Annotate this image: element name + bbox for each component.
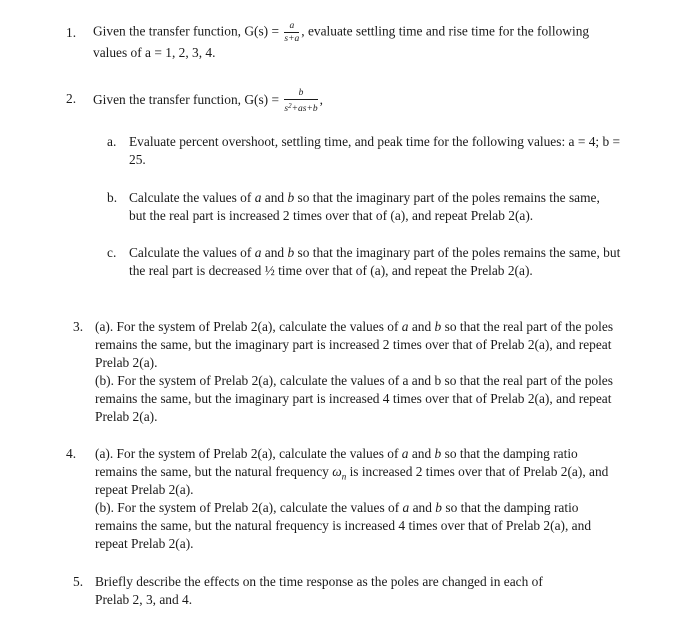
q4-l4-post: so that the damping ratio (445, 500, 579, 515)
q1-number: 1. (66, 25, 77, 40)
q2b-label: b. (107, 190, 118, 205)
q2a-line2: 25. (129, 152, 146, 167)
q4-number: 4. (66, 446, 77, 461)
q3-and: and (411, 319, 432, 334)
q2-post: , (319, 92, 323, 108)
q2c-and: and (264, 245, 285, 260)
q3-line1 (95, 318, 613, 336)
q5-line1: Briefly describe the effects on the time response as the poles are changed in each of (95, 574, 543, 589)
q2a-label: a. (107, 134, 117, 149)
q3-line2: remains the same, but the imaginary part is increased 2 times over that of Prelab 2(a), and repeat (95, 337, 612, 352)
q2b-line1 (129, 189, 600, 207)
q2c-label: c. (107, 245, 117, 260)
q4-line5: remains the same, but the natural frequency is increased 4 times over that of Prelab 2(a), and (95, 518, 592, 533)
q2c-post: so that the imaginary part of the poles remains the same, but (297, 245, 621, 260)
q2b-post: so that the imaginary part of the poles remains the same, (297, 190, 600, 205)
q4-line6: repeat Prelab 2(a). (95, 536, 194, 551)
q2c-pre: Calculate the values of (129, 245, 252, 260)
omega-n-symbol (332, 464, 347, 482)
q4-l4-and: and (412, 500, 432, 515)
q5-line2: Prelab 2, 3, and 4. (95, 592, 193, 607)
q4-var-a: a (401, 446, 409, 461)
omega-symbol: ω (332, 464, 342, 479)
q4-post: so that the damping ratio (444, 446, 578, 461)
q1-frac-num: a (284, 21, 299, 33)
q2-pre: Given the transfer function, G(s) = (93, 92, 280, 108)
q4-line4 (95, 499, 579, 517)
q3-line6: Prelab 2(a). (95, 409, 158, 424)
omega-subscript: n (341, 471, 347, 482)
q2b-and: and (264, 190, 285, 205)
q2-den-sup: 2 (288, 102, 292, 110)
q4-and: and (411, 446, 432, 461)
q3-line5: remains the same, but the imaginary part is increased 4 times over that of Prelab 2(a), and repeat (95, 391, 612, 406)
q1-post: , evaluate settling time and rise time for the following (301, 23, 590, 39)
q3-pre: (a). For the system of Prelab 2(a), calculate the values of (95, 319, 399, 334)
q2b-var-a: a (254, 190, 262, 205)
q1-line1 (93, 21, 589, 44)
q2-fraction (284, 88, 317, 114)
q3-line3: Prelab 2(a). (95, 355, 158, 370)
q2-frac-num: b (284, 88, 317, 100)
q2b-line2: but the real part is increased 2 times over that of (a), and repeat Prelab 2(a). (129, 208, 534, 223)
q2c-line2: the real part is decreased ½ time over that of (a), and repeat the Prelab 2(a). (129, 263, 533, 278)
q2-frac-den (284, 100, 317, 114)
q4-l4-var-b: b (435, 500, 442, 515)
q3-line4: (b). For the system of Prelab 2(a), calculate the values of a and b so that the real part of the poles (95, 373, 613, 388)
q2b-pre: Calculate the values of (129, 190, 252, 205)
q3-var-b: b (434, 319, 442, 334)
q2c-line1 (129, 244, 620, 262)
q2-den-rest: +as+b (291, 104, 318, 114)
q4-l2-post: is increased 2 times over that of Prelab 2(a), and (349, 464, 609, 479)
q3-post: so that the real part of the poles (444, 319, 614, 334)
q5-number: 5. (73, 574, 84, 589)
q2c-var-a: a (254, 245, 262, 260)
q1-fraction (284, 21, 299, 44)
q3-number: 3. (73, 319, 84, 334)
q1-line2: values of a = 1, 2, 3, 4. (93, 45, 216, 60)
q2-den-s: s (284, 104, 289, 114)
q1-frac-den: s+a (284, 34, 300, 44)
q2-line1 (93, 88, 323, 114)
q2b-var-b: b (287, 190, 295, 205)
q4-l4-var-a: a (402, 500, 410, 515)
q4-l4-pre: (b). For the system of Prelab 2(a), calculate the values of (95, 500, 400, 515)
q2-number: 2. (66, 91, 77, 106)
q4-line1 (95, 445, 578, 463)
q1-pre: Given the transfer function, G(s) = (93, 23, 280, 39)
q4-pre: (a). For the system of Prelab 2(a), calculate the values of (95, 446, 399, 461)
q4-l2-pre: remains the same, but the natural frequency (95, 464, 329, 479)
q3-var-a: a (401, 319, 409, 334)
q4-var-b: b (434, 446, 442, 461)
q2c-var-b: b (287, 245, 295, 260)
q4-line3: repeat Prelab 2(a). (95, 482, 194, 497)
q2a-line1: Evaluate percent overshoot, settling time, and peak time for the following values: a = 4; b = (129, 134, 621, 149)
